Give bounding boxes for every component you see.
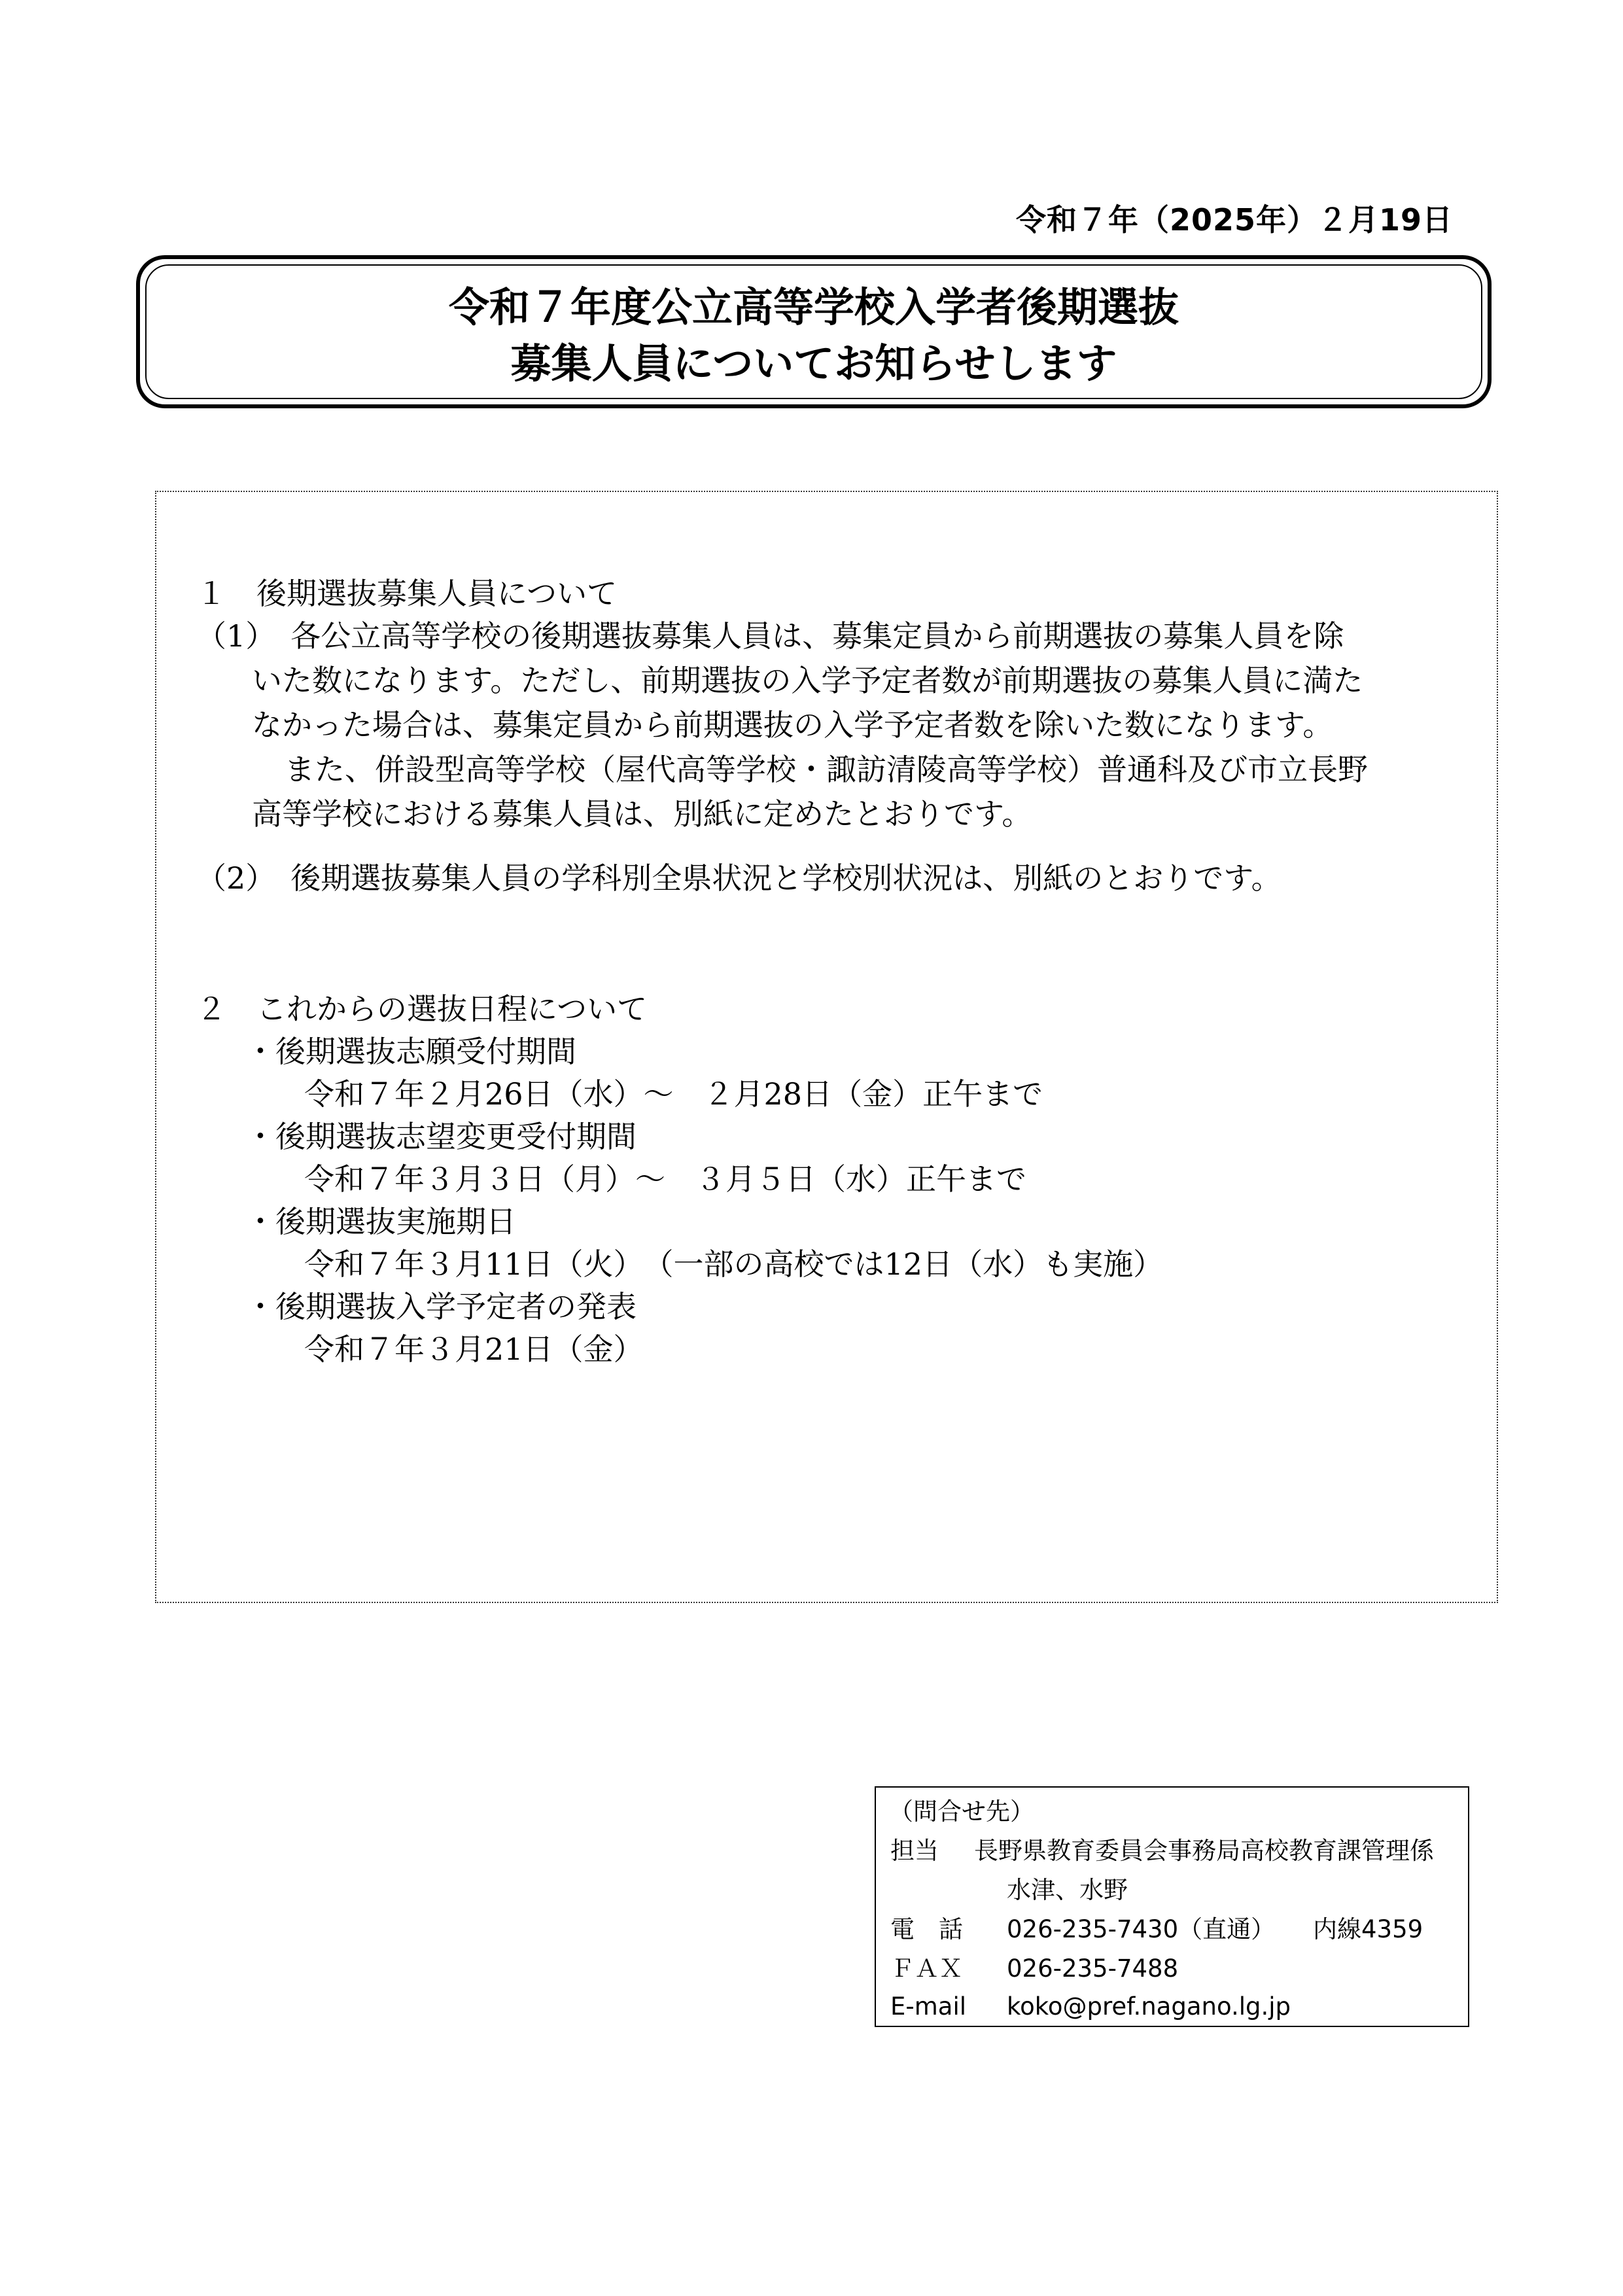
section1-heading: １ 後期選抜募集人員について bbox=[196, 576, 618, 611]
section1-item1-line4: また、併設型高等学校（屋代高等学校・諏訪清陵高等学校）普通科及び市立長野 bbox=[285, 752, 1368, 787]
contact-heading: （問合せ先） bbox=[889, 1797, 1034, 1826]
issue-date: 令和７年（2025年）２月19日 bbox=[1015, 202, 1453, 238]
contact-fax-label: ＦＡＸ bbox=[890, 1954, 963, 1983]
schedule-label: ・後期選抜入学予定者の発表 bbox=[245, 1289, 637, 1324]
title-line-1: 令和７年度公立高等学校入学者後期選抜 bbox=[448, 283, 1179, 331]
section1-item1-line5: 高等学校における募集人員は、別紙に定めたとおりです。 bbox=[252, 796, 1032, 832]
section1-item1-line1: （1） 各公立高等学校の後期選抜募集人員は、募集定員から前期選抜の募集人員を除 bbox=[196, 618, 1344, 654]
contact-names: 水津、水野 bbox=[1007, 1876, 1128, 1904]
schedule-label: ・後期選抜志願受付期間 bbox=[245, 1034, 576, 1069]
section1-item1-line3: なかった場合は、募集定員から前期選抜の入学予定者数を除いた数になります。 bbox=[252, 707, 1333, 743]
section2-heading: ２ これからの選抜日程について bbox=[196, 991, 648, 1027]
schedule-label: ・後期選抜実施期日 bbox=[245, 1204, 516, 1239]
contact-fax: 026-235-7488 bbox=[1007, 1954, 1179, 1983]
contact-ext: 内線4359 bbox=[1313, 1915, 1423, 1943]
contact-email-label: E-mail bbox=[890, 1992, 967, 2021]
contact-box bbox=[875, 1786, 1469, 2027]
contact-email[interactable]: koko@pref.nagano.lg.jp bbox=[1007, 1992, 1291, 2021]
section1-item2: （2） 後期選抜募集人員の学科別全県状況と学校別状況は、別紙のとおりです。 bbox=[196, 860, 1282, 896]
schedule-label: ・後期選抜志望変更受付期間 bbox=[245, 1119, 637, 1154]
title-box bbox=[136, 255, 1492, 408]
section1-item1-line2: いた数になります。ただし、前期選抜の入学予定者数が前期選抜の募集人員に満た bbox=[252, 663, 1363, 698]
schedule-date: 令和７年３月11日（火） （一部の高校では12日（水）も実施） bbox=[304, 1246, 1164, 1282]
schedule-date: 令和７年２月26日（水）～ ２月28日（金）正午まで bbox=[304, 1076, 1043, 1112]
contact-person-label: 担当 bbox=[890, 1837, 939, 1865]
contact-tel-label: 電 話 bbox=[890, 1915, 963, 1943]
schedule-date: 令和７年３月21日（金） bbox=[304, 1332, 644, 1367]
schedule-date: 令和７年３月３日（月）～ ３月５日（水）正午まで bbox=[304, 1161, 1026, 1197]
contact-tel: 026-235-7430（直通） bbox=[1007, 1915, 1276, 1943]
contact-dept: 長野県教育委員会事務局高校教育課管理係 bbox=[974, 1837, 1434, 1865]
title-line-2: 募集人員についてお知らせします bbox=[510, 340, 1117, 387]
